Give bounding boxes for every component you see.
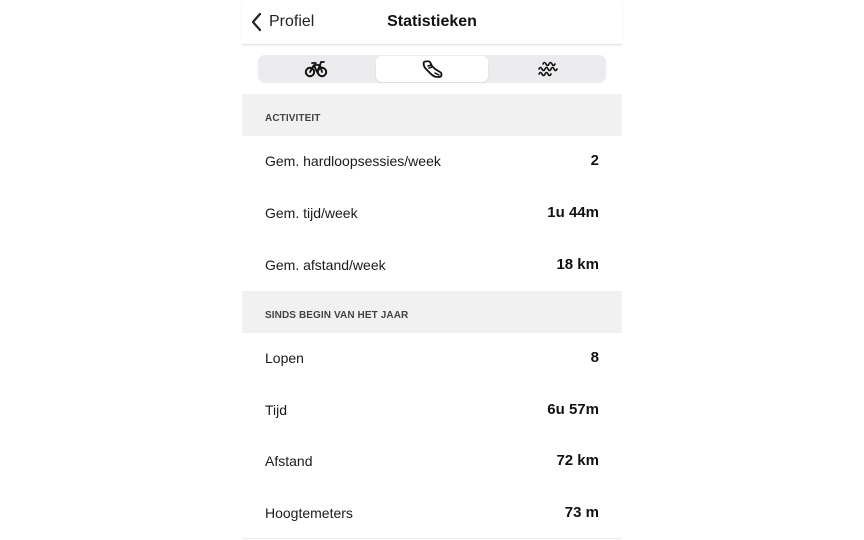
stat-label: Gem. tijd/week	[265, 205, 358, 221]
water-waves-icon	[536, 58, 560, 80]
stat-label: Lopen	[265, 350, 304, 366]
stat-label: Afstand	[265, 453, 313, 469]
stat-row	[242, 436, 622, 488]
stat-value: 18 km	[556, 256, 599, 273]
section-header-year-to-date	[242, 291, 622, 333]
running-shoe-icon	[420, 58, 444, 80]
stat-label: Tijd	[265, 402, 288, 418]
stat-row	[242, 136, 622, 188]
stat-value: 2	[590, 152, 599, 169]
stat-value: 8	[590, 349, 599, 366]
stat-value: 73 m	[564, 504, 599, 521]
stat-row	[242, 188, 622, 240]
stat-row	[242, 240, 622, 292]
stat-label: Gem. hardloopsessies/week	[265, 153, 441, 169]
section-title: SINDS BEGIN VAN HET JAAR	[265, 310, 409, 321]
stat-row	[242, 385, 622, 437]
tab-swim[interactable]	[492, 56, 604, 82]
stat-label: Hoogtemeters	[265, 505, 353, 521]
sport-segmented-control	[258, 55, 606, 83]
stat-value: 6u 57m	[547, 401, 599, 418]
stat-row	[242, 488, 622, 540]
section-header-activity	[242, 94, 622, 136]
tab-bike[interactable]	[260, 56, 372, 82]
page-title: Statistieken	[387, 13, 477, 30]
stat-value: 1u 44m	[547, 204, 599, 221]
bicycle-icon	[304, 58, 328, 80]
stat-value: 72 km	[556, 452, 599, 469]
divider	[242, 538, 622, 539]
stat-row	[242, 333, 622, 385]
tab-run[interactable]	[376, 56, 488, 82]
back-label: Profiel	[269, 13, 315, 30]
nav-header	[242, 0, 622, 45]
statistics-screen	[242, 0, 622, 540]
stat-label: Gem. afstand/week	[265, 257, 386, 273]
section-title: ACTIVITEIT	[265, 113, 321, 124]
